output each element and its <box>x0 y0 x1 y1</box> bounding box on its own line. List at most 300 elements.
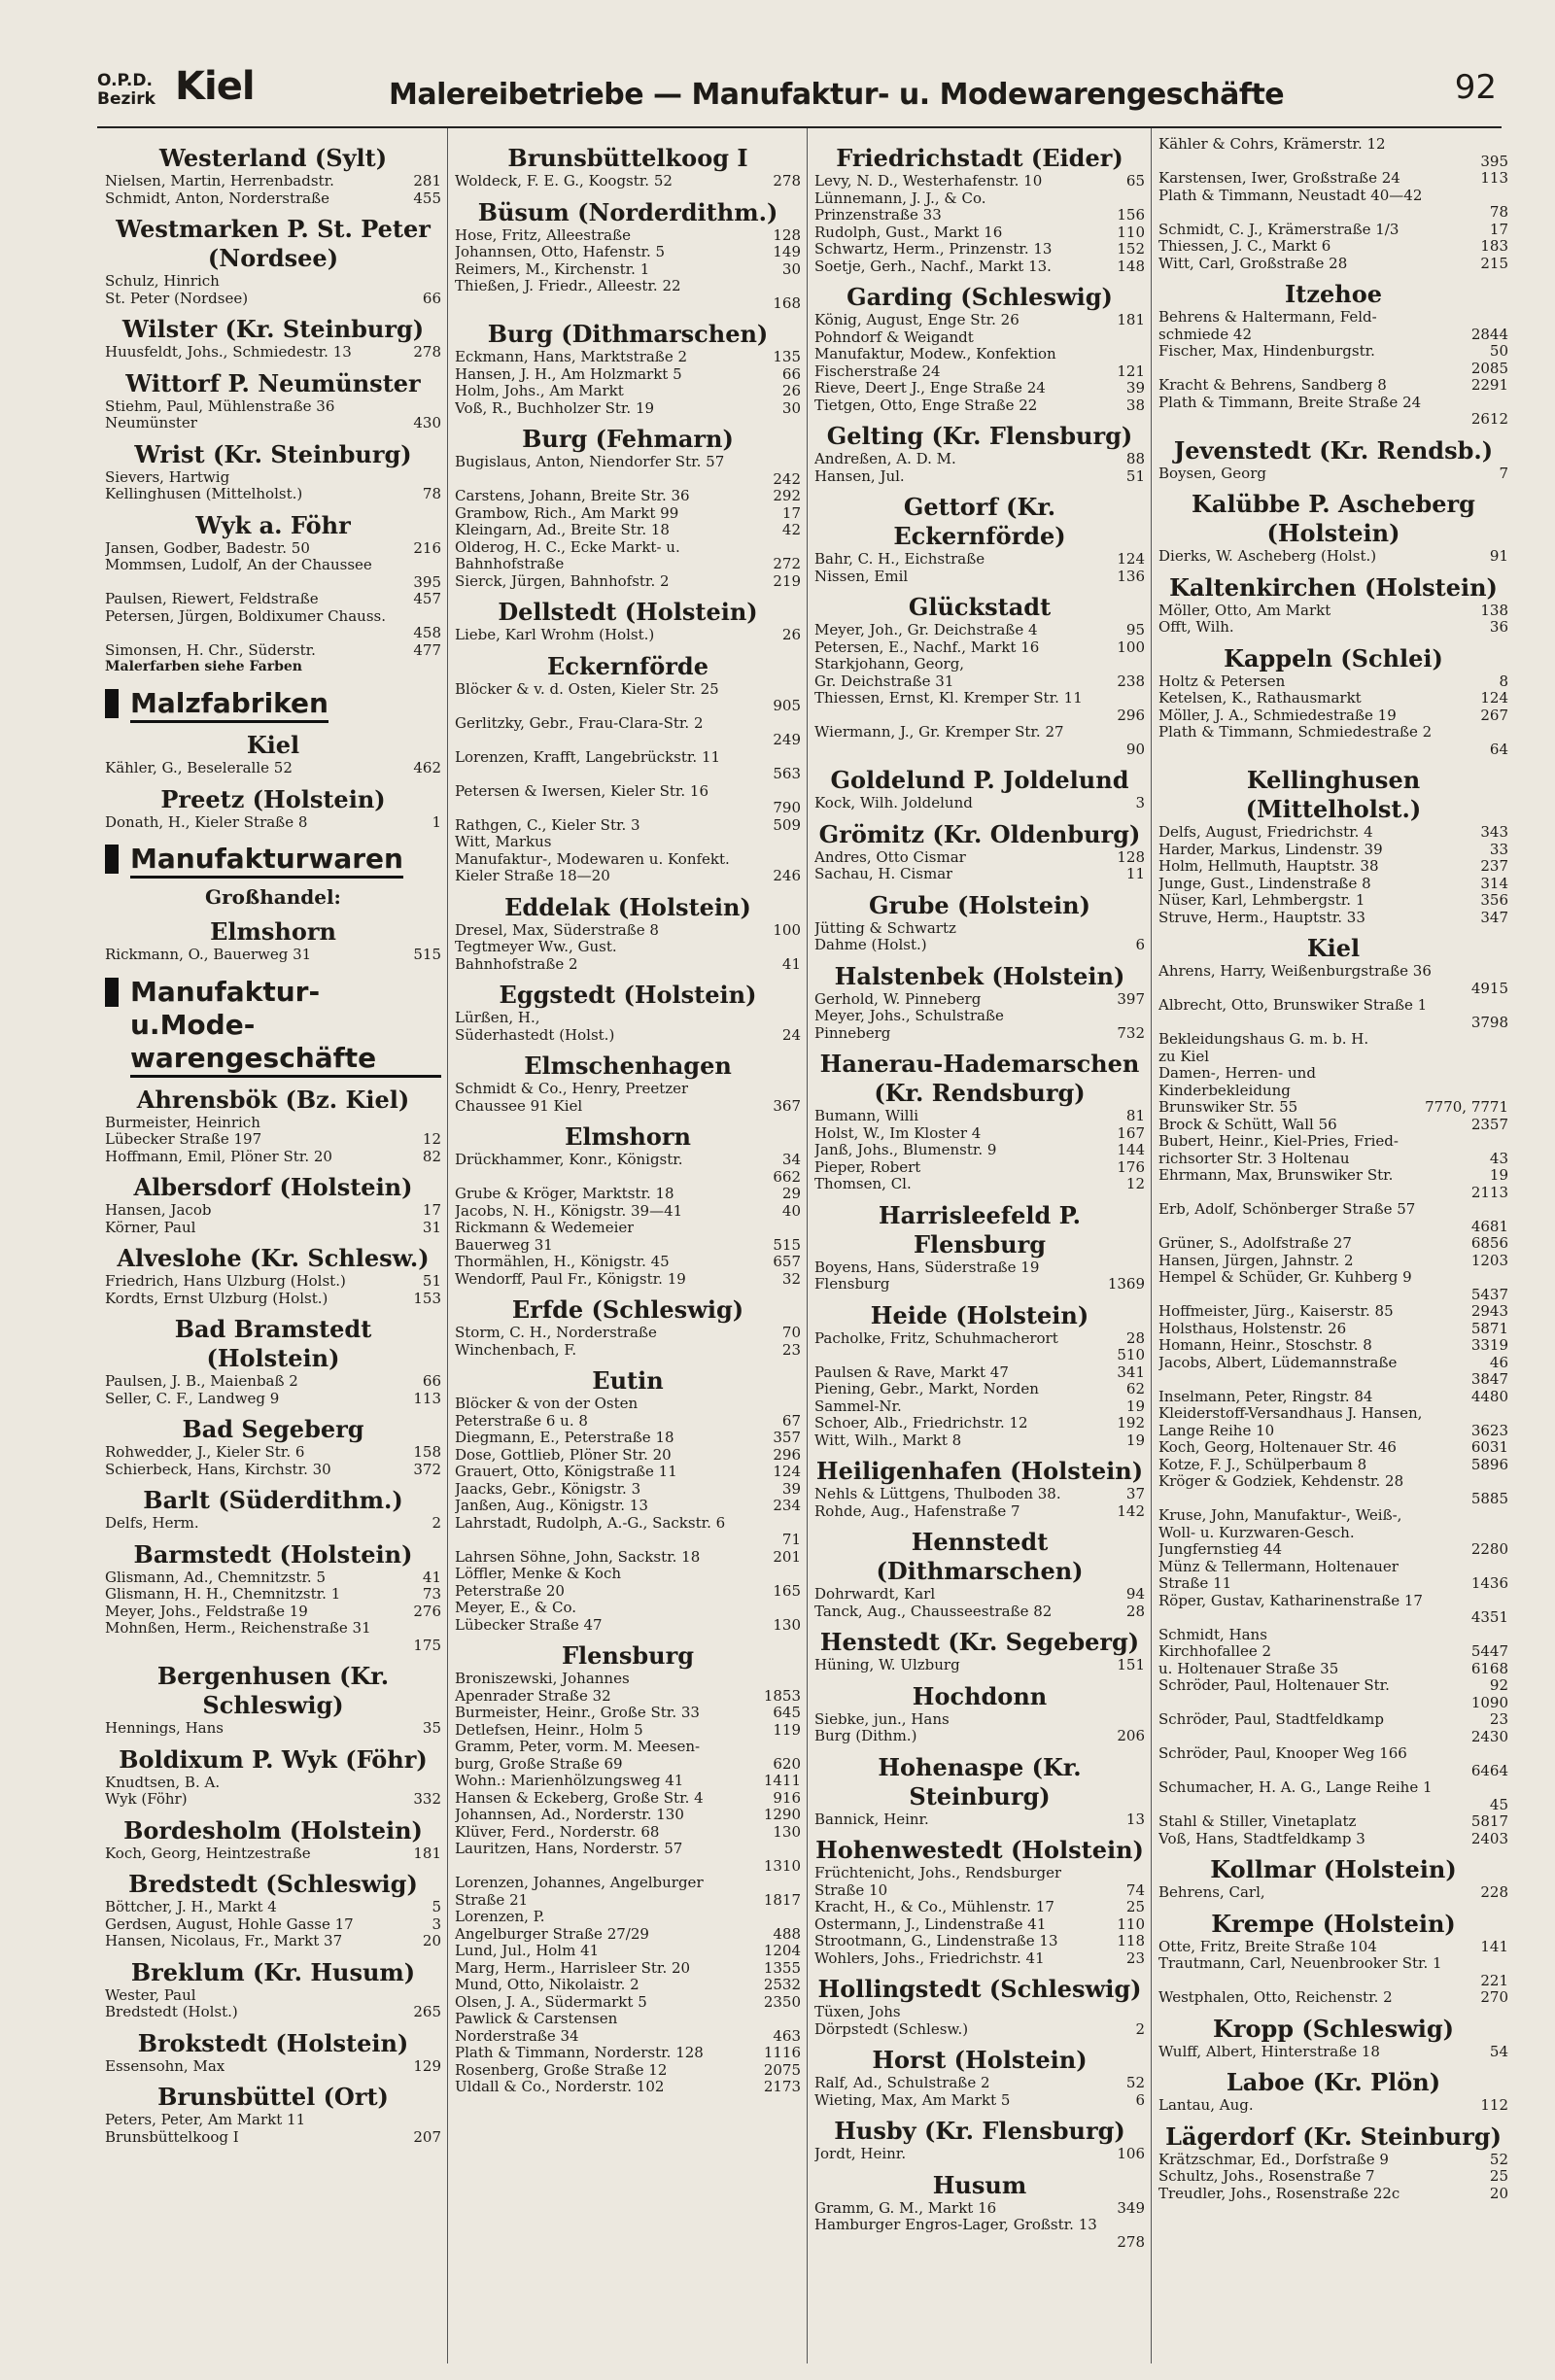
listing-entry <box>814 795 1145 812</box>
entry-text: Reimers, M., Kirchenstr. 1 <box>455 260 650 278</box>
entry-text: Schumacher, H. A. G., Lange Reihe 1 <box>1158 1779 1433 1796</box>
phone-number: 657 <box>773 1254 801 1270</box>
entry-text: Diegmann, E., Peterstraße 18 <box>455 1430 674 1446</box>
listing-entry <box>455 1960 801 1978</box>
phone-number: 100 <box>773 921 801 939</box>
phone-number: 219 <box>773 572 801 590</box>
listing-entry <box>455 522 801 539</box>
listing-entry <box>814 190 1145 208</box>
phone-number <box>1139 346 1145 363</box>
phone-number: 5447 <box>1470 1643 1508 1660</box>
entry-text: Wyk (Föhr) <box>105 1791 188 1808</box>
entry-text: Holst, W., Im Kloster 4 <box>814 1124 982 1142</box>
phone-number: 165 <box>773 1582 801 1600</box>
entry-text: Krätzschmar, Ed., Dorfstraße 9 <box>1158 2151 1389 2168</box>
entry-text: Brunsbüttelkoog I <box>105 2128 239 2146</box>
phone-number: 25 <box>1489 2168 1508 2185</box>
place-heading: Eddelak (Holstein) <box>504 892 751 921</box>
phone-number: 249 <box>773 731 801 748</box>
place-heading: Burg (Fehmarn) <box>522 425 734 453</box>
listing-entry <box>105 591 441 608</box>
phone-number: 314 <box>1480 875 1508 892</box>
phone-number: 94 <box>1125 1586 1145 1603</box>
listing-entry <box>105 273 441 291</box>
phone-number: 332 <box>413 1791 441 1808</box>
listing-entry <box>814 1950 1145 1968</box>
phone-number <box>435 557 441 574</box>
entry-text: Gramm, G. M., Markt 16 <box>814 2199 997 2217</box>
listing-entry <box>1158 1831 1508 1848</box>
entry-text: Witt, Carl, Großstraße 28 <box>1158 255 1348 272</box>
listing-entry <box>1158 1439 1508 1457</box>
phone-number: 221 <box>1480 1971 1508 1989</box>
phone-number: 8 <box>1499 673 1508 690</box>
phone-number <box>795 783 801 801</box>
phone-number: 82 <box>422 1148 441 1165</box>
entry-text: Rudolph, Gust., Markt 16 <box>814 224 1003 241</box>
entry-text: Jaacks, Gebr., Königstr. 3 <box>455 1480 641 1498</box>
listing-entry <box>455 681 801 699</box>
listing-entry <box>1158 1989 1508 2007</box>
place-heading: Hennstedt (Dithmarschen) <box>876 1528 1084 1585</box>
place-heading: Flensburg <box>561 1641 695 1670</box>
listing-entry <box>455 539 801 557</box>
entry-text: Paulsen, Riewert, Feldstraße <box>105 591 319 607</box>
phone-number: 26 <box>781 383 801 399</box>
phone-number <box>435 398 441 416</box>
entry-text: Schmidt, C. J., Krämerstraße 1/3 <box>1158 221 1400 238</box>
listing-entry <box>455 1220 801 1237</box>
phone-number: 121 <box>1117 362 1145 380</box>
phone-number <box>795 1841 801 1858</box>
phone-number <box>795 454 801 471</box>
listing-entry <box>814 1008 1145 1025</box>
place-heading: Grömitz (Kr. Oldenburg) <box>818 819 1141 848</box>
phone-number: 54 <box>1489 2043 1508 2060</box>
listing-entry <box>814 937 1145 954</box>
entry-text: Levy, N. D., Westerhafenstr. 10 <box>814 173 1043 190</box>
phone-number: 1355 <box>763 1959 801 1977</box>
phone-number: 124 <box>1480 690 1508 707</box>
entry-text: Piening, Gebr., Markt, Norden <box>814 1381 1039 1397</box>
entry-text: Bahnhofstraße <box>455 556 565 572</box>
place-heading: Hollingstedt (Schleswig) <box>817 1975 1142 2003</box>
listing-entry <box>1158 2168 1508 2186</box>
entry-text: Essensohn, Max <box>105 2057 225 2075</box>
phone-number: 215 <box>1480 255 1508 272</box>
phone-number: 91 <box>1489 548 1508 565</box>
phone-number: 397 <box>1117 990 1145 1008</box>
phone-number <box>795 715 801 733</box>
place-heading: Wrist (Kr. Steinburg) <box>134 439 412 468</box>
phone-number: 6168 <box>1470 1660 1508 1677</box>
phone-number: 5885 <box>1470 1489 1508 1507</box>
listing-entry <box>455 1875 801 1892</box>
phone-number: 141 <box>1480 1938 1508 1955</box>
place-heading: Hohenaspe (Kr. Steinburg) <box>878 1752 1082 1811</box>
phone-number: 112 <box>1480 2097 1508 2114</box>
listing-entry <box>814 1604 1145 1621</box>
place-heading: Bergenhusen (Kr. Schleswig) <box>156 1662 390 1719</box>
listing-entry <box>814 224 1145 242</box>
entry-text: Lange Reihe 10 <box>1158 1422 1275 1439</box>
entry-text: Holm, Hellmuth, Hauptstr. 38 <box>1158 858 1379 875</box>
listing-entry <box>455 956 801 974</box>
entry-text: Petersen, E., Nachf., Markt 16 <box>814 638 1040 656</box>
section-heading <box>105 687 441 723</box>
listing-entry <box>455 1498 801 1515</box>
entry-text: Hansen, Jul. <box>814 467 905 485</box>
entry-text: Kähler, G., Beseleralle 52 <box>105 760 293 776</box>
entry-text: Jansen, Godber, Badestr. 50 <box>105 539 310 557</box>
phone-number: 181 <box>413 1845 441 1862</box>
phone-number: 515 <box>773 1236 801 1254</box>
phone-number: 430 <box>413 415 441 431</box>
entry-text: Boysen, Georg <box>1158 465 1266 482</box>
phone-number <box>1139 2004 1145 2021</box>
phone-number <box>795 1220 801 1237</box>
listing-entry <box>814 1176 1145 1193</box>
place-heading: Bad Segeberg <box>182 1415 364 1443</box>
listing-entry <box>1158 690 1508 707</box>
listing-entry <box>455 1722 801 1740</box>
phone-number: 32 <box>781 1270 801 1288</box>
phone-number: 128 <box>773 226 801 244</box>
entry-text: Lauritzen, Hans, Norderstr. 57 <box>455 1841 683 1857</box>
phone-number <box>1503 309 1508 327</box>
phone-number: 50 <box>1489 343 1508 360</box>
phone-number: 463 <box>773 2027 801 2045</box>
listing-entry <box>814 1108 1145 1125</box>
phone-number: 20 <box>1489 2185 1508 2202</box>
entry-text: Carstens, Johann, Breite Str. 36 <box>455 488 690 504</box>
entry-text: Meyer, Johs., Schulstraße <box>814 1008 1004 1024</box>
phone-number <box>435 2112 441 2129</box>
listing-entry <box>814 2217 1145 2234</box>
phone-number <box>795 1600 801 1617</box>
listing-entry <box>1158 1541 1508 1559</box>
listing-entry <box>105 1775 441 1792</box>
listing-entry <box>455 1824 801 1842</box>
listing-entry <box>455 1994 801 2012</box>
entry-text: Lantau, Aug. <box>1158 2097 1254 2114</box>
place-heading: Brunsbüttelkoog I <box>507 144 748 172</box>
phone-number: 67 <box>781 1412 801 1430</box>
listing-entry <box>455 1790 801 1808</box>
entry-text: Rohde, Aug., Hafenstraße 7 <box>814 1502 1020 1520</box>
phone-number: 5871 <box>1470 1320 1508 1337</box>
phone-number: 130 <box>773 1616 801 1634</box>
listing-entry <box>1158 238 1508 256</box>
listing-entry <box>455 1186 801 1203</box>
entry-text: Münz & Tellermann, Holtenauer <box>1158 1558 1399 1575</box>
phone-number: 6464 <box>1470 1761 1508 1779</box>
listing-entry <box>814 849 1145 867</box>
phone-number: 2 <box>432 1515 441 1532</box>
place-heading: Hohenwestedt (Holstein) <box>815 1836 1144 1864</box>
entry-text: Rieve, Deert J., Enge Straße 24 <box>814 380 1046 397</box>
listing-entry <box>105 1391 441 1408</box>
listing-entry <box>1158 1473 1508 1491</box>
place-heading: Bad Bramstedt (Holstein) <box>174 1315 372 1372</box>
listing-entry <box>455 556 801 573</box>
listing-entry <box>814 346 1145 363</box>
entry-text: Meyer, E., & Co. <box>455 1600 577 1616</box>
listing-entry <box>105 1115 441 1132</box>
listing-entry <box>814 622 1145 639</box>
entry-text: Petersen, Jürgen, Boldixumer Chauss. <box>105 607 386 625</box>
phone-number <box>1503 724 1508 742</box>
entry-text: Plath & Timmann, Breite Straße 24 <box>1158 394 1422 411</box>
phone-number: 5817 <box>1470 1813 1508 1830</box>
column-divider <box>807 128 808 2363</box>
phone-number: 265 <box>413 2004 441 2020</box>
phone-number: 136 <box>1117 568 1145 585</box>
listing-entry <box>1158 1031 1508 1049</box>
column-divider <box>1151 128 1152 2363</box>
listing-entry <box>105 1586 441 1604</box>
listing-entry <box>814 1503 1145 1521</box>
listing-entry <box>105 1131 441 1149</box>
phone-number: 7770, 7771 <box>1425 1099 1508 1116</box>
entry-text: Blöcker & v. d. Osten, Kieler Str. 25 <box>455 680 719 698</box>
entry-text: Pawlick & Carstensen <box>455 2011 618 2027</box>
phone-number: 17 <box>781 504 801 522</box>
entry-text: Schröder, Paul, Knooper Weg 166 <box>1158 1745 1407 1762</box>
entry-text: Rathgen, C., Kieler Str. 3 <box>455 816 640 834</box>
listing-entry <box>814 312 1145 329</box>
phone-number: 6856 <box>1470 1235 1508 1252</box>
listing-entry <box>814 1916 1145 1934</box>
listing-entry <box>814 1398 1145 1416</box>
phone-number: 3 <box>432 1915 441 1933</box>
listing-entry <box>1158 136 1508 154</box>
listing-entry <box>1158 1167 1508 1185</box>
phone-number <box>1503 1405 1508 1423</box>
place-heading: Kollmar (Holstein) <box>1210 1855 1457 1883</box>
phone-number: 5 <box>432 1899 441 1915</box>
phone-number: 272 <box>773 556 801 572</box>
entry-text: Wendorff, Paul Fr., Königstr. 19 <box>455 1270 686 1288</box>
entry-text: schmiede 42 <box>1158 326 1252 343</box>
header-rule <box>97 126 1502 128</box>
entry-text: Burg (Dithm.) <box>814 1728 917 1744</box>
entry-text: Strootmann, G., Lindenstraße 13 <box>814 1933 1058 1949</box>
phone-number: 276 <box>413 1603 441 1620</box>
phone-number <box>795 1671 801 1688</box>
phone-number <box>1503 1593 1508 1610</box>
phone-number: 29 <box>781 1186 801 1202</box>
section-marker <box>105 845 119 874</box>
phone-number: 281 <box>413 173 441 190</box>
phone-number: 732 <box>1117 1024 1145 1042</box>
phone-number: 270 <box>1480 1989 1508 2006</box>
listing-entry <box>814 1728 1145 1745</box>
listing-entry <box>455 1515 801 1533</box>
listing-entry <box>814 241 1145 259</box>
phone-number: 118 <box>1117 1933 1145 1949</box>
place-heading: Kiel <box>1306 934 1361 962</box>
phone-number: 3319 <box>1470 1337 1508 1354</box>
listing-entry <box>455 1841 801 1858</box>
listing-entry <box>1158 188 1508 205</box>
place-heading: Jevenstedt (Kr. Rendsb.) <box>1173 435 1494 465</box>
listing-entry <box>814 991 1145 1009</box>
entry-text: Gerlitzky, Gebr., Frau-Clara-Str. 2 <box>455 714 704 732</box>
phone-number: 1411 <box>763 1773 801 1789</box>
listing-entry <box>455 1943 801 1960</box>
listing-entry <box>1158 1457 1508 1474</box>
listing-entry <box>1158 673 1508 691</box>
entry-text: richsorter Str. 3 Holtenau <box>1158 1150 1350 1167</box>
phone-number <box>795 1396 801 1413</box>
listing-entry <box>455 1027 801 1045</box>
entry-text: Kröger & Godziek, Kehdenstr. 28 <box>1158 1473 1404 1490</box>
phone-number: 46 <box>1489 1354 1508 1371</box>
phone-number <box>1503 963 1508 981</box>
phone-number: 124 <box>1117 551 1145 568</box>
listing-entry <box>455 1566 801 1583</box>
phone-number: 356 <box>1480 892 1508 909</box>
phone-number: 124 <box>773 1464 801 1480</box>
district-line-2: Bezirk <box>97 89 156 109</box>
listing-entry <box>1158 1813 1508 1831</box>
phone-number: 23 <box>1125 1949 1145 1967</box>
entry-text: Rickmann, O., Bauerweg 31 <box>105 947 312 963</box>
entry-text: Neumünster <box>105 415 197 431</box>
entry-text: Andres, Otto Cismar <box>814 848 966 866</box>
listing-entry <box>455 851 801 869</box>
phone-number: 6031 <box>1470 1439 1508 1456</box>
phone-number <box>1139 1259 1145 1277</box>
place-heading: Heide (Holstein) <box>870 1300 1089 1329</box>
phone-number: 234 <box>773 1498 801 1514</box>
listing-entry <box>105 1220 441 1237</box>
listing-entry <box>814 2021 1145 2039</box>
phone-number <box>795 1010 801 1027</box>
listing-entry <box>105 291 441 308</box>
entry-text: Bugislaus, Anton, Niendorfer Str. 57 <box>455 454 725 470</box>
phone-number <box>1503 1955 1508 1973</box>
entry-text: Brock & Schütt, Wall 56 <box>1158 1116 1337 1133</box>
entry-text: Otte, Fritz, Breite Straße 104 <box>1158 1938 1377 1955</box>
listing-entry <box>455 2062 801 2080</box>
phone-number: 34 <box>781 1152 801 1168</box>
entry-text: Woldeck, F. E. G., Koogstr. 52 <box>455 173 673 190</box>
phone-number <box>1503 997 1508 1015</box>
phone-number: 1817 <box>763 1891 801 1909</box>
listing-entry <box>1158 1643 1508 1661</box>
entry-text: Pinneberg <box>814 1024 891 1042</box>
listing-entry <box>814 1364 1145 1382</box>
phone-number: 26 <box>781 627 801 643</box>
entry-text: u. Holtenauer Straße 35 <box>1158 1660 1339 1677</box>
entry-text: Behrens, Carl, <box>1158 1884 1265 1901</box>
place-heading: Boldixum P. Wyk (Föhr) <box>119 1744 428 1774</box>
entry-text: Hansen, Jürgen, Jahnstr. 2 <box>1158 1252 1354 1269</box>
phone-number: 183 <box>1480 238 1508 255</box>
phone-number: 296 <box>1117 706 1145 724</box>
entry-text: Stiehm, Paul, Mühlenstraße 36 <box>105 397 335 415</box>
entry-text: Kracht & Behrens, Sandberg 8 <box>1158 377 1387 394</box>
entry-text: Hoffmann, Emil, Plöner Str. 20 <box>105 1148 332 1165</box>
listing-entry <box>455 173 801 190</box>
phone-number: 242 <box>773 469 801 488</box>
phone-number <box>795 851 801 869</box>
listing-entry <box>814 397 1145 415</box>
entry-text: Mommsen, Ludolf, An der Chaussee <box>105 557 372 573</box>
phone-number: 395 <box>413 572 441 591</box>
phone-number: 42 <box>781 522 801 538</box>
phone-number <box>1503 136 1508 154</box>
entry-text: Schröder, Paul, Stadtfeldkamp <box>1158 1711 1384 1728</box>
listing-entry <box>455 488 801 505</box>
entry-text: Wieting, Max, Am Markt 5 <box>814 2091 1011 2109</box>
phone-number: 349 <box>1117 2199 1145 2217</box>
entry-text: Ostermann, J., Lindenstraße 41 <box>814 1915 1047 1933</box>
listing-entry <box>814 2200 1145 2218</box>
place-heading: Itzehoe <box>1285 280 1382 308</box>
entry-text: Fischerstraße 24 <box>814 362 941 380</box>
entry-text: Bahr, C. H., Eichstraße <box>814 551 985 568</box>
section-marker <box>105 689 119 718</box>
entry-text: Schulz, Hinrich <box>105 273 220 290</box>
listing-entry <box>1158 1321 1508 1338</box>
listing-entry <box>814 173 1145 190</box>
phone-number: 19 <box>1489 1167 1508 1184</box>
entry-text: Rohwedder, J., Kieler Str. 6 <box>105 1444 305 1461</box>
phone-number <box>1503 1559 1508 1576</box>
listing-entry <box>814 1882 1145 1900</box>
entry-text: Bekleidungshaus G. m. b. H. <box>1158 1031 1369 1048</box>
phone-number: 52 <box>1489 2151 1508 2168</box>
listing-entry <box>455 1671 801 1688</box>
entry-text: Lund, Jul., Holm 41 <box>455 1943 600 1959</box>
entry-text: Ehrmann, Max, Brunswiker Str. <box>1158 1167 1394 1184</box>
listing-entry <box>814 207 1145 224</box>
listing-entry <box>105 398 441 416</box>
phone-number: 2430 <box>1470 1727 1508 1745</box>
entry-text: Blöcker & von der Osten <box>455 1396 639 1412</box>
place-heading: Lägerdorf (Kr. Steinburg) <box>1165 2121 1502 2151</box>
entry-text: Thiessen, Ernst, Kl. Kremper Str. 11 <box>814 690 1083 707</box>
entry-text: Petersen & Iwersen, Kieler Str. 16 <box>455 782 709 800</box>
listing-entry <box>1158 466 1508 483</box>
phone-number: 372 <box>413 1461 441 1478</box>
listing-entry <box>1158 1083 1508 1100</box>
listing-entry <box>814 2146 1145 2163</box>
listing-entry <box>814 380 1145 397</box>
entry-text: Wester, Paul <box>105 1986 196 2004</box>
entry-text: Süderhastedt (Holst.) <box>455 1026 615 1044</box>
phone-number: 237 <box>1480 858 1508 875</box>
place-heading: Ahrensbök (Bz. Kiel) <box>136 1085 410 1114</box>
phone-number <box>1139 656 1145 673</box>
phone-number: 113 <box>1480 170 1508 187</box>
listing-entry <box>455 1430 801 1447</box>
entry-text: Uldall & Co., Norderstr. 102 <box>455 2079 665 2095</box>
listing-entry <box>1158 1117 1508 1134</box>
place-heading: Eckernförde <box>547 651 708 680</box>
phone-number <box>1503 1065 1508 1083</box>
phone-number: 4480 <box>1470 1388 1508 1405</box>
section-heading <box>105 976 441 1078</box>
phone-number: 167 <box>1117 1124 1145 1142</box>
listing-entry <box>455 1447 801 1465</box>
entry-text: Jordt, Heinr. <box>814 2146 907 2162</box>
entry-text: Delfs, August, Friedrichstr. 4 <box>1158 824 1373 841</box>
entry-text: Kieler Straße 18—20 <box>455 868 610 884</box>
